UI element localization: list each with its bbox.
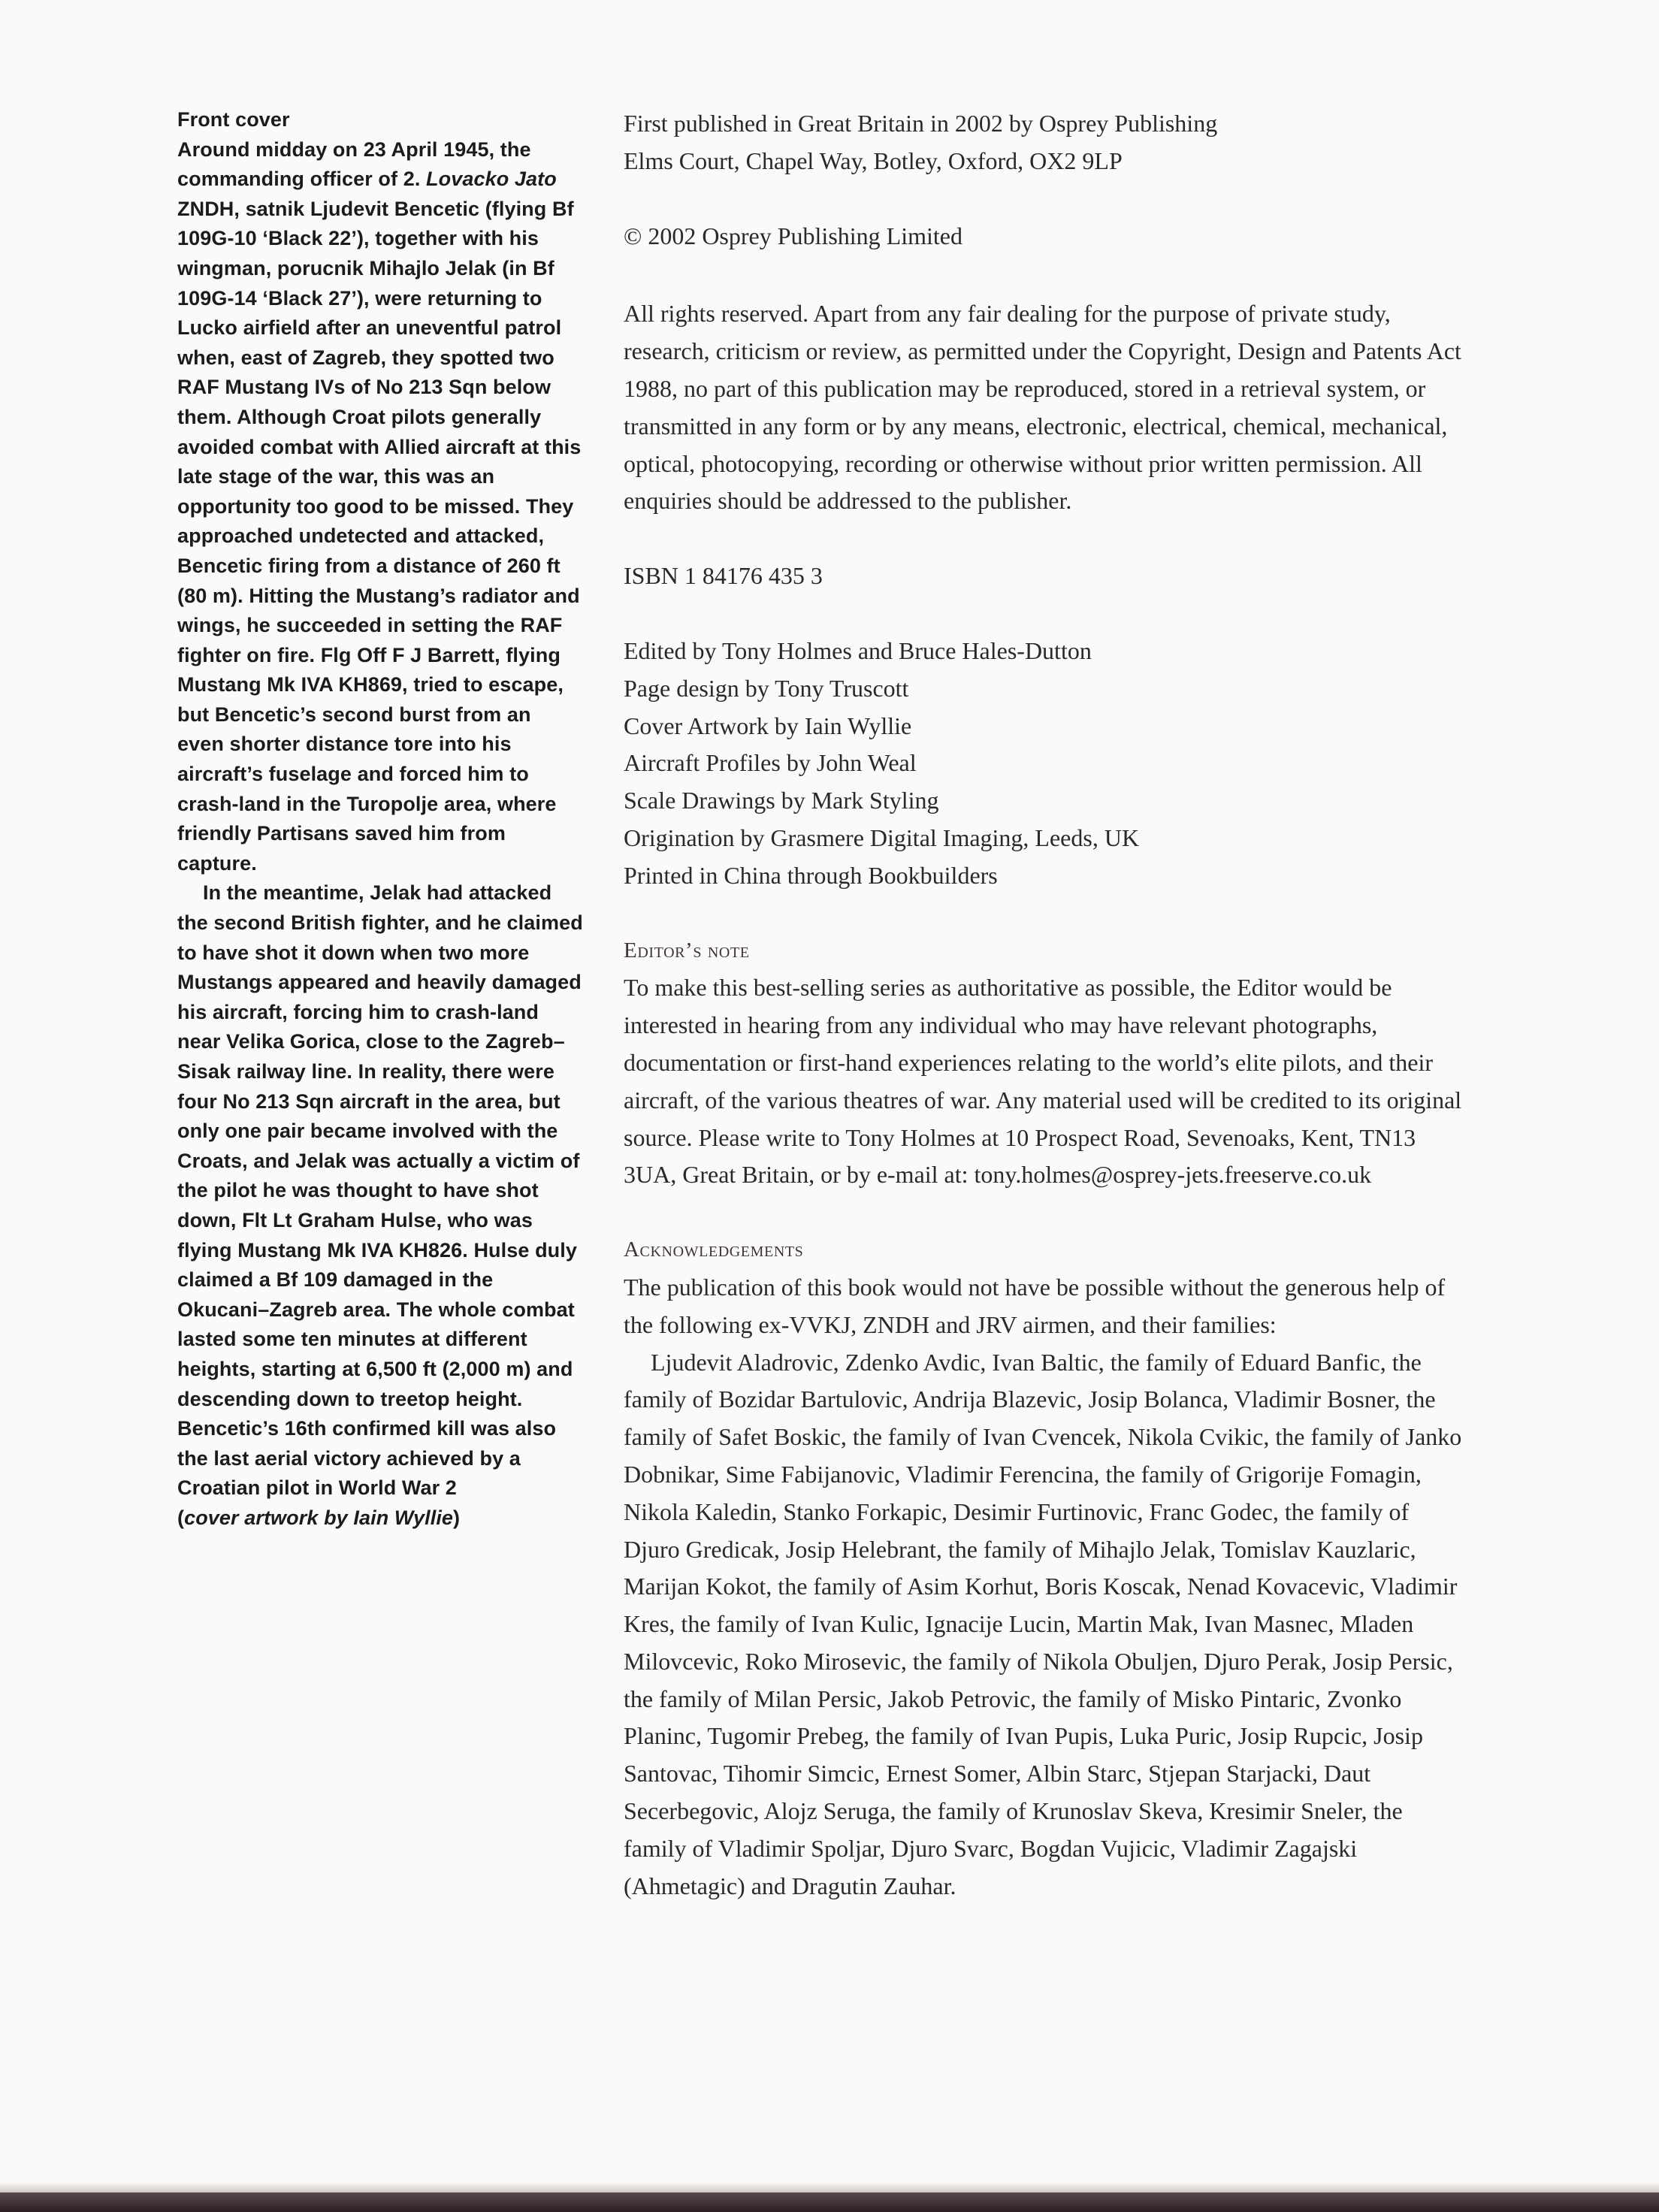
caption-paragraph-2 [177,878,583,1533]
artwork-credit-open-paren: ( [177,1506,185,1529]
acknowledgements-list: Ljudevit Aladrovic, Zdenko Avdic, Ivan Baltic, the family of Eduard Banfic, the family of Bozidar Bartulovic, Andrija Blazevic, Josip Bolanca, Vladimir Bosner, the family of Safet Boskic, the family of Ivan Cvencek, Nikola Cvikic, the family of Janko Dobnikar, Sime Fabijanovic, Vladimir Ferencina, the family of Grigorije Fomagin, Nikola Kaledin, Stanko Forkapic, Desimir Furtinovic, Franc Godec, the family of Djuro Gredicak, Josip Helebrant, the family of Mihajlo Jelak, Tomislav Kauzlaric, Marijan Kokot, the family of Asim Korhut, Boris Koscak, Nenad Kovacevic, Vladimir Kres, the family of Ivan Kulic, Ignacije Lucin, Martin Mak, Ivan Masnec, Mladen Milovcevic, Roko Mirosevic, the family of Nikola Obuljen, Djuro Perak, Josip Persic, the family of Milan Persic, Jakob Petrovic, the family of Misko Pintaric, Zvonko Planinc, Tugomir Prebeg, the family of Ivan Pupis, Luka Puric, Josip Rupcic, Josip Santovac, Tihomir Simcic, Ernest Somer, Albin Starc, Stjepan Starjacki, Daut Secerbegovic, Alojz Seruga, the family of Krunoslav Skeva, Kresimir Sneler, the family of Vladimir Spoljar, Djuro Svarc, Bogdan Vujicic, Vladimir Zagajski (Ahmetagic) and Dragutin Zauhar. [624,1348,1462,1899]
editors-note-paragraph: To make this best-selling series as authoritative as possible, the Editor would be interested in hearing from any individual who may have relevant photographs, documentation or first-hand experiences relating to the world’s elite pilots, and their aircraft, of the various theatres of war. Any material used will be credited to its original source. Please write to Tony Holmes at 10 Prospect Road, Sevenoaks, Kent, TN13 3UA, Great Britain, or by e-mail at: tony.holmes@osprey-jets.freeserve.co.uk [624,974,1462,1189]
credits-list [624,633,1465,895]
copyright-line: © 2002 Osprey Publishing Limited [624,222,962,249]
unit-name-italic: Lovacko Jato [426,168,557,191]
publisher-line-1: First published in Great Britain in 2002 by Osprey Publishing [624,110,1218,137]
caption-paragraph-1-rest: ZNDH, satnik Ljudevit Bencetic (flying Bf 109G-10 ‘Black 22’), together with his wingman, porucnik Mihajlo Jelak (in Bf 109G-14 ‘Black 27’), were returning to Lucko airfield after an uneventful patrol when, east of Zagreb, they spotted two RAF Mustang IVs of No 213 Sqn below them. Although Croat pilots generally avoided combat with Allied aircraft at this late stage of the war, this was an opportunity too good to be missed. They approached undetected and attacked, Bencetic firing from a distance of 260 ft (80 m). Hitting the Mustang’s radiator and wings, he succeeded in setting the RAF fighter on fire. Flg Off F J Barrett, flying Mustang Mk IVA KH869, tried to escape, but Bencetic’s second burst from an even shorter distance tore into his aircraft’s fuselage and forced him to crash-land in the Turopolje area, where friendly Partisans saved him from capture. [177,197,582,875]
isbn-line: ISBN 1 84176 435 3 [624,562,823,590]
acknowledgements-heading: Acknowledgements [624,1237,804,1262]
credit-printed: Printed in China through Bookbuilders [624,861,998,889]
caption-paragraph-1-start: Around midday on 23 April 1945, the commanding officer of 2. [177,137,531,191]
front-cover-caption [177,105,583,1534]
rights-reserved-paragraph: All rights reserved. Apart from any fair dealing for the purpose of private study, research, criticism or review, as permitted under the Copyright, Design and Patents Act 1988, no part of this publication may be reproduced, stored in a retrieval system, or transmitted in any form or by any means, electronic, electrical, chemical, mechanical, optical, photocopying, recording or otherwise without prior written permission. All enquiries should be addressed to the publisher. [624,300,1461,515]
artwork-credit-close-paren: ) [453,1506,461,1529]
scan-edge-shadow [0,2182,1659,2192]
imprint-column [624,105,1465,1905]
credit-cover-artwork: Cover Artwork by Iain Wyllie [624,712,912,739]
acknowledgements-intro: The publication of this book would not have be possible without the generous help of the following ex-VVKJ, ZNDH and JRV airmen, and their families: [624,1273,1446,1338]
credit-aircraft-profiles: Aircraft Profiles by John Weal [624,749,917,777]
editors-note-heading: Editor’s note [624,938,750,962]
publisher-line-2: Elms Court, Chapel Way, Botley, Oxford, OX2 9LP [624,147,1123,174]
caption-paragraph-1 [177,135,583,879]
credit-scale-drawings: Scale Drawings by Mark Styling [624,787,939,814]
credit-page-design: Page design by Tony Truscott [624,674,909,702]
caption-paragraph-2-text: In the meantime, Jelak had attacked the second British fighter, and he claimed to have shot it down when two more Mustangs appeared and heavily damaged his aircraft, forcing him to crash-land near Velika Gorica, close to the Zagreb–Sisak railway line. In reality, there were four No 213 Sqn aircraft in the area, but only one pair became involved with the Croats, and Jelak was actually a victim of the pilot he was thought to have shot down, Flt Lt Graham Hulse, who was flying Mustang Mk IVA KH826. Hulse duly claimed a Bf 109 damaged in the Okucani–Zagreb area. The whole combat lasted some ten minutes at different heights, starting at 6,500 ft (2,000 m) and descending down to treetop height. Bencetic’s 16th confirmed kill was also the last aerial victory achieved by a Croatian pilot in World War 2 [177,881,583,1500]
caption-heading: Front cover [177,108,290,131]
credit-editors: Edited by Tony Holmes and Bruce Hales-Dutton [624,636,1092,664]
scan-edge [0,2192,1659,2212]
artwork-credit: cover artwork by Iain Wyllie [184,1506,454,1529]
credit-origination: Origination by Grasmere Digital Imaging, Leeds, UK [624,823,1140,851]
